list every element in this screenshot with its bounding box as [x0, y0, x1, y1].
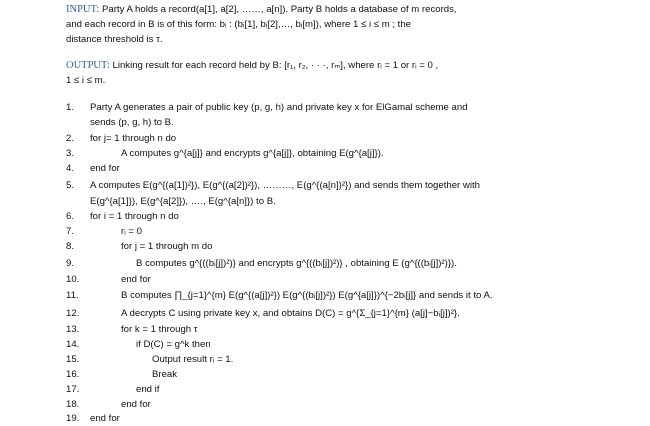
step-text: B computes g^{((bᵢ[j])²)} and encrypts g^{((bᵢ[j])²)} , obtaining E (g^{((bᵢ[j])²)}).	[136, 258, 457, 269]
step-number: 10.	[66, 274, 80, 285]
step-text: for j= 1 through n do	[90, 133, 177, 144]
step-number: 1.	[66, 102, 75, 113]
step-text: E(g^{a[1]}), E(g^{a[2]}), …., E(g^{a[n]}) to B.	[90, 196, 276, 207]
step-number: 15.	[66, 354, 80, 365]
step-number: 4.	[66, 163, 75, 174]
step-text: rᵢ = 0	[121, 226, 142, 237]
step-text: if D(C) = g^k then	[136, 339, 211, 350]
step-text: B computes ∏_{j=1}^{m} E(g^{(a[j])²}) E(g^{(bᵢ[j])²}) E(g^{a[j]})^{−2bᵢ[j]} and sends it to A.	[121, 290, 493, 301]
step-number: 19.	[66, 413, 80, 424]
step-number: 14.	[66, 339, 80, 350]
step-text: for k = 1 through τ	[121, 324, 198, 335]
step-text: end for	[90, 413, 120, 424]
step-text: A computes E(g^{(a[1])²}), E(g^{(a[2])²}), ………, E(g^{(a[n])²}) and sends them together with	[90, 180, 480, 191]
step-number: 18.	[66, 399, 80, 410]
step-number: 5.	[66, 180, 75, 191]
step-text: for i = 1 through n do	[90, 211, 179, 222]
step-number: 6.	[66, 211, 75, 222]
step-number: 8.	[66, 241, 75, 252]
input-line-3: distance threshold is τ.	[66, 34, 163, 45]
output-label: OUTPUT:	[66, 60, 110, 71]
step-number: 2.	[66, 133, 75, 144]
input-label: INPUT:	[66, 4, 100, 15]
input-line-1	[66, 2, 457, 17]
step-number: 13.	[66, 324, 80, 335]
step-text: A computes g^{a[j]} and encrypts g^{a[j]}, obtaining E(g^{a[j]}).	[121, 148, 384, 159]
step-number: 7.	[66, 226, 75, 237]
step-number: 12.	[66, 308, 80, 319]
step-text: end for	[121, 399, 151, 410]
step-number: 17.	[66, 384, 80, 395]
step-text: sends (p, g, h) to B.	[90, 117, 174, 128]
step-text: Output result rᵢ = 1.	[152, 354, 234, 365]
step-number: 9.	[66, 258, 75, 269]
step-text: end for	[90, 163, 120, 174]
step-text: for j = 1 through m do	[121, 241, 213, 252]
step-text: Break	[152, 369, 178, 380]
step-text: end for	[121, 274, 151, 285]
step-text: end if	[136, 384, 160, 395]
input-text-1: Party A holds a record(a[1], a[2], ……, a[n]). Party B holds a database of m records,	[101, 4, 457, 15]
output-section	[66, 58, 438, 88]
step-number: 11.	[66, 290, 79, 301]
step-number: 16.	[66, 369, 80, 380]
output-line-2: 1 ≤ i ≤ m.	[66, 75, 106, 86]
step-text: Party A generates a pair of public key (p, g, h) and private key x for ElGamal scheme and	[90, 102, 468, 113]
step-text: A decrypts C using private key x, and obtains D(C) = g^{Σ_{j=1}^{m} (a[j]−bᵢ[j])²}.	[121, 308, 460, 319]
step-number: 3.	[66, 148, 75, 159]
input-section	[66, 2, 457, 47]
output-line-1	[66, 58, 438, 73]
input-line-2: and each record in B is of this form: bᵢ : (bᵢ[1], bᵢ[2],…, bᵢ[m]), where 1 ≤ i ≤ m ; the	[66, 19, 412, 30]
output-text-1: Linking result for each record held by B: [r₁, r₂, · · ·, rₘ], where rᵢ = 1 or rᵢ = 0 ,	[112, 60, 439, 71]
